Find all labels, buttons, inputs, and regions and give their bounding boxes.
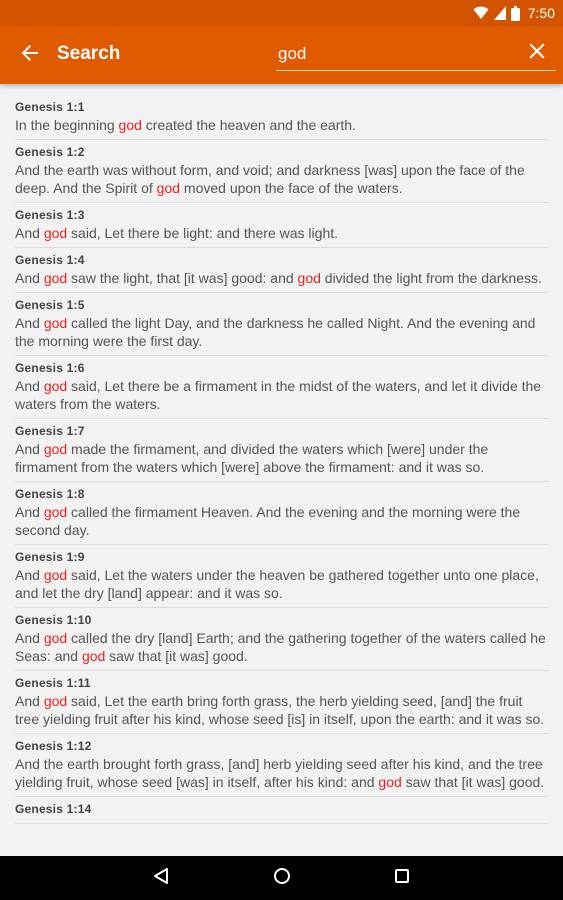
- verse-text-segment: And: [15, 441, 44, 457]
- list-item[interactable]: [15, 293, 549, 356]
- verse-text-segment: And: [15, 378, 44, 394]
- verse-text: [15, 755, 549, 791]
- verse-reference: Genesis 1:6: [15, 361, 85, 375]
- verse-reference: Genesis 1:4: [15, 253, 85, 267]
- verse-text-segment: And: [15, 315, 44, 331]
- clear-search-button[interactable]: [525, 41, 549, 65]
- search-box: [276, 40, 556, 72]
- search-match-highlight: god: [297, 270, 321, 286]
- verse-text-segment: made the firmament, and divided the waters which [were] under the firmament from the waters which [were] above the firmament: and it was so.: [15, 441, 489, 475]
- back-triangle-icon: [152, 867, 170, 890]
- navigation-bar: [0, 856, 563, 900]
- close-icon: [529, 43, 545, 64]
- verse-text-segment: And: [15, 693, 44, 709]
- verse-text: [15, 314, 549, 350]
- search-match-highlight: god: [43, 378, 68, 394]
- verse-reference: Genesis 1:8: [15, 487, 85, 501]
- verse-reference: Genesis 1:11: [15, 676, 91, 690]
- verse-text-segment: And: [15, 630, 44, 646]
- list-item[interactable]: [15, 797, 549, 824]
- status-bar: [0, 0, 563, 26]
- back-button[interactable]: [16, 41, 44, 69]
- verse-reference: Genesis 1:3: [15, 208, 85, 222]
- recents-square-icon: [393, 867, 411, 890]
- home-circle-icon: [273, 867, 291, 890]
- search-match-highlight: god: [81, 648, 106, 664]
- verse-text-segment: And: [15, 270, 44, 286]
- search-match-highlight: god: [43, 630, 68, 646]
- verse-text: [15, 503, 549, 539]
- search-input[interactable]: [276, 40, 526, 68]
- list-item[interactable]: [15, 419, 549, 482]
- verse-text-segment: called the dry [land] Earth; and the gathering together of the waters called he Seas: and: [15, 630, 546, 664]
- verse-text-segment: said, Let the waters under the heaven be gathered together unto one place, and let the dry [land] appear: and it was so.: [15, 567, 539, 601]
- verse-reference: Genesis 1:14: [15, 802, 92, 816]
- verse-text-segment: said, Let the earth bring forth grass, the herb yielding seed, [and] the fruit tree yielding fruit after his kind, whose seed [is] in itself, upon the earth: and it was so.: [15, 693, 545, 727]
- search-match-highlight: god: [43, 693, 68, 709]
- verse-text-segment: And: [15, 504, 44, 520]
- search-underline: [276, 70, 556, 71]
- verse-text-segment: saw that [it was] good.: [105, 648, 248, 664]
- search-results-list[interactable]: [0, 84, 563, 856]
- verse-text-segment: moved upon the face of the waters.: [180, 180, 403, 196]
- cell-signal-icon: [494, 6, 506, 20]
- verse-reference: Genesis 1:12: [15, 739, 92, 753]
- verse-text-segment: saw that [it was] good.: [401, 774, 545, 790]
- battery-icon: [511, 6, 520, 21]
- verse-text-segment: created the heaven and the earth.: [141, 117, 356, 133]
- verse-reference: Genesis 1:5: [15, 298, 85, 312]
- verse-text: [15, 224, 549, 242]
- verse-text: [15, 377, 549, 413]
- status-icons: [473, 4, 555, 22]
- verse-reference: Genesis 1:2: [15, 145, 85, 159]
- search-match-highlight: god: [43, 441, 68, 457]
- search-match-highlight: god: [118, 117, 142, 133]
- verse-text: [15, 566, 549, 602]
- app-bar: [0, 26, 563, 84]
- verse-text-segment: In the beginning: [15, 117, 119, 133]
- verse-text-segment: And: [15, 225, 44, 241]
- search-match-highlight: god: [43, 315, 68, 331]
- verse-text-segment: And the earth was without form, and void; and darkness [was] upon the face of the deep. And the Spirit of: [15, 162, 525, 196]
- verse-text-segment: said, Let there be light: and there was light.: [67, 225, 339, 241]
- verse-text-segment: And: [15, 567, 44, 583]
- list-item[interactable]: [15, 248, 549, 293]
- verse-text: [15, 269, 549, 287]
- search-match-highlight: god: [156, 180, 181, 196]
- page-title: Search: [57, 43, 121, 64]
- arrow-left-icon: [20, 43, 40, 68]
- verse-text: [15, 116, 549, 134]
- search-match-highlight: god: [43, 270, 68, 286]
- verse-text: [15, 161, 549, 197]
- nav-back-button[interactable]: [149, 866, 173, 890]
- nav-recents-button[interactable]: [390, 866, 414, 890]
- list-item[interactable]: [15, 734, 549, 797]
- list-item[interactable]: [15, 608, 549, 671]
- verse-text: [15, 692, 549, 728]
- search-match-highlight: god: [43, 504, 68, 520]
- verse-text: [15, 629, 549, 665]
- search-match-highlight: god: [43, 567, 68, 583]
- verse-reference: Genesis 1:1: [15, 100, 85, 114]
- status-time: 7:50: [527, 5, 555, 21]
- verse-text-segment: said, Let there be a firmament in the midst of the waters, and let it divide the waters from the waters.: [15, 378, 542, 412]
- list-item[interactable]: [15, 356, 549, 419]
- verse-text-segment: called the firmament Heaven. And the evening and the morning were the second day.: [15, 504, 521, 538]
- list-item[interactable]: [15, 98, 549, 140]
- search-match-highlight: god: [43, 225, 68, 241]
- list-item[interactable]: [15, 482, 549, 545]
- list-item[interactable]: [15, 140, 549, 203]
- verse-text-segment: called the light Day, and the darkness he called Night. And the evening and the morning were the first day.: [15, 315, 536, 349]
- list-item[interactable]: [15, 671, 549, 734]
- verse-reference: Genesis 1:7: [15, 424, 85, 438]
- wifi-icon: [473, 6, 489, 20]
- verse-reference: Genesis 1:9: [15, 550, 85, 564]
- verse-text-segment: divided the light from the darkness.: [320, 270, 542, 286]
- verse-text: [15, 440, 549, 476]
- verse-reference: Genesis 1:10: [15, 613, 92, 627]
- search-match-highlight: god: [378, 774, 402, 790]
- list-item[interactable]: [15, 545, 549, 608]
- verse-text-segment: And the earth brought forth grass, [and] herb yielding seed after his kind, and the tree yielding fruit, whose seed [was] in itself, after his kind: and: [15, 756, 543, 790]
- nav-home-button[interactable]: [270, 866, 294, 890]
- verse-text-segment: saw the light, that [it was] good: and: [67, 270, 298, 286]
- list-item[interactable]: [15, 203, 549, 248]
